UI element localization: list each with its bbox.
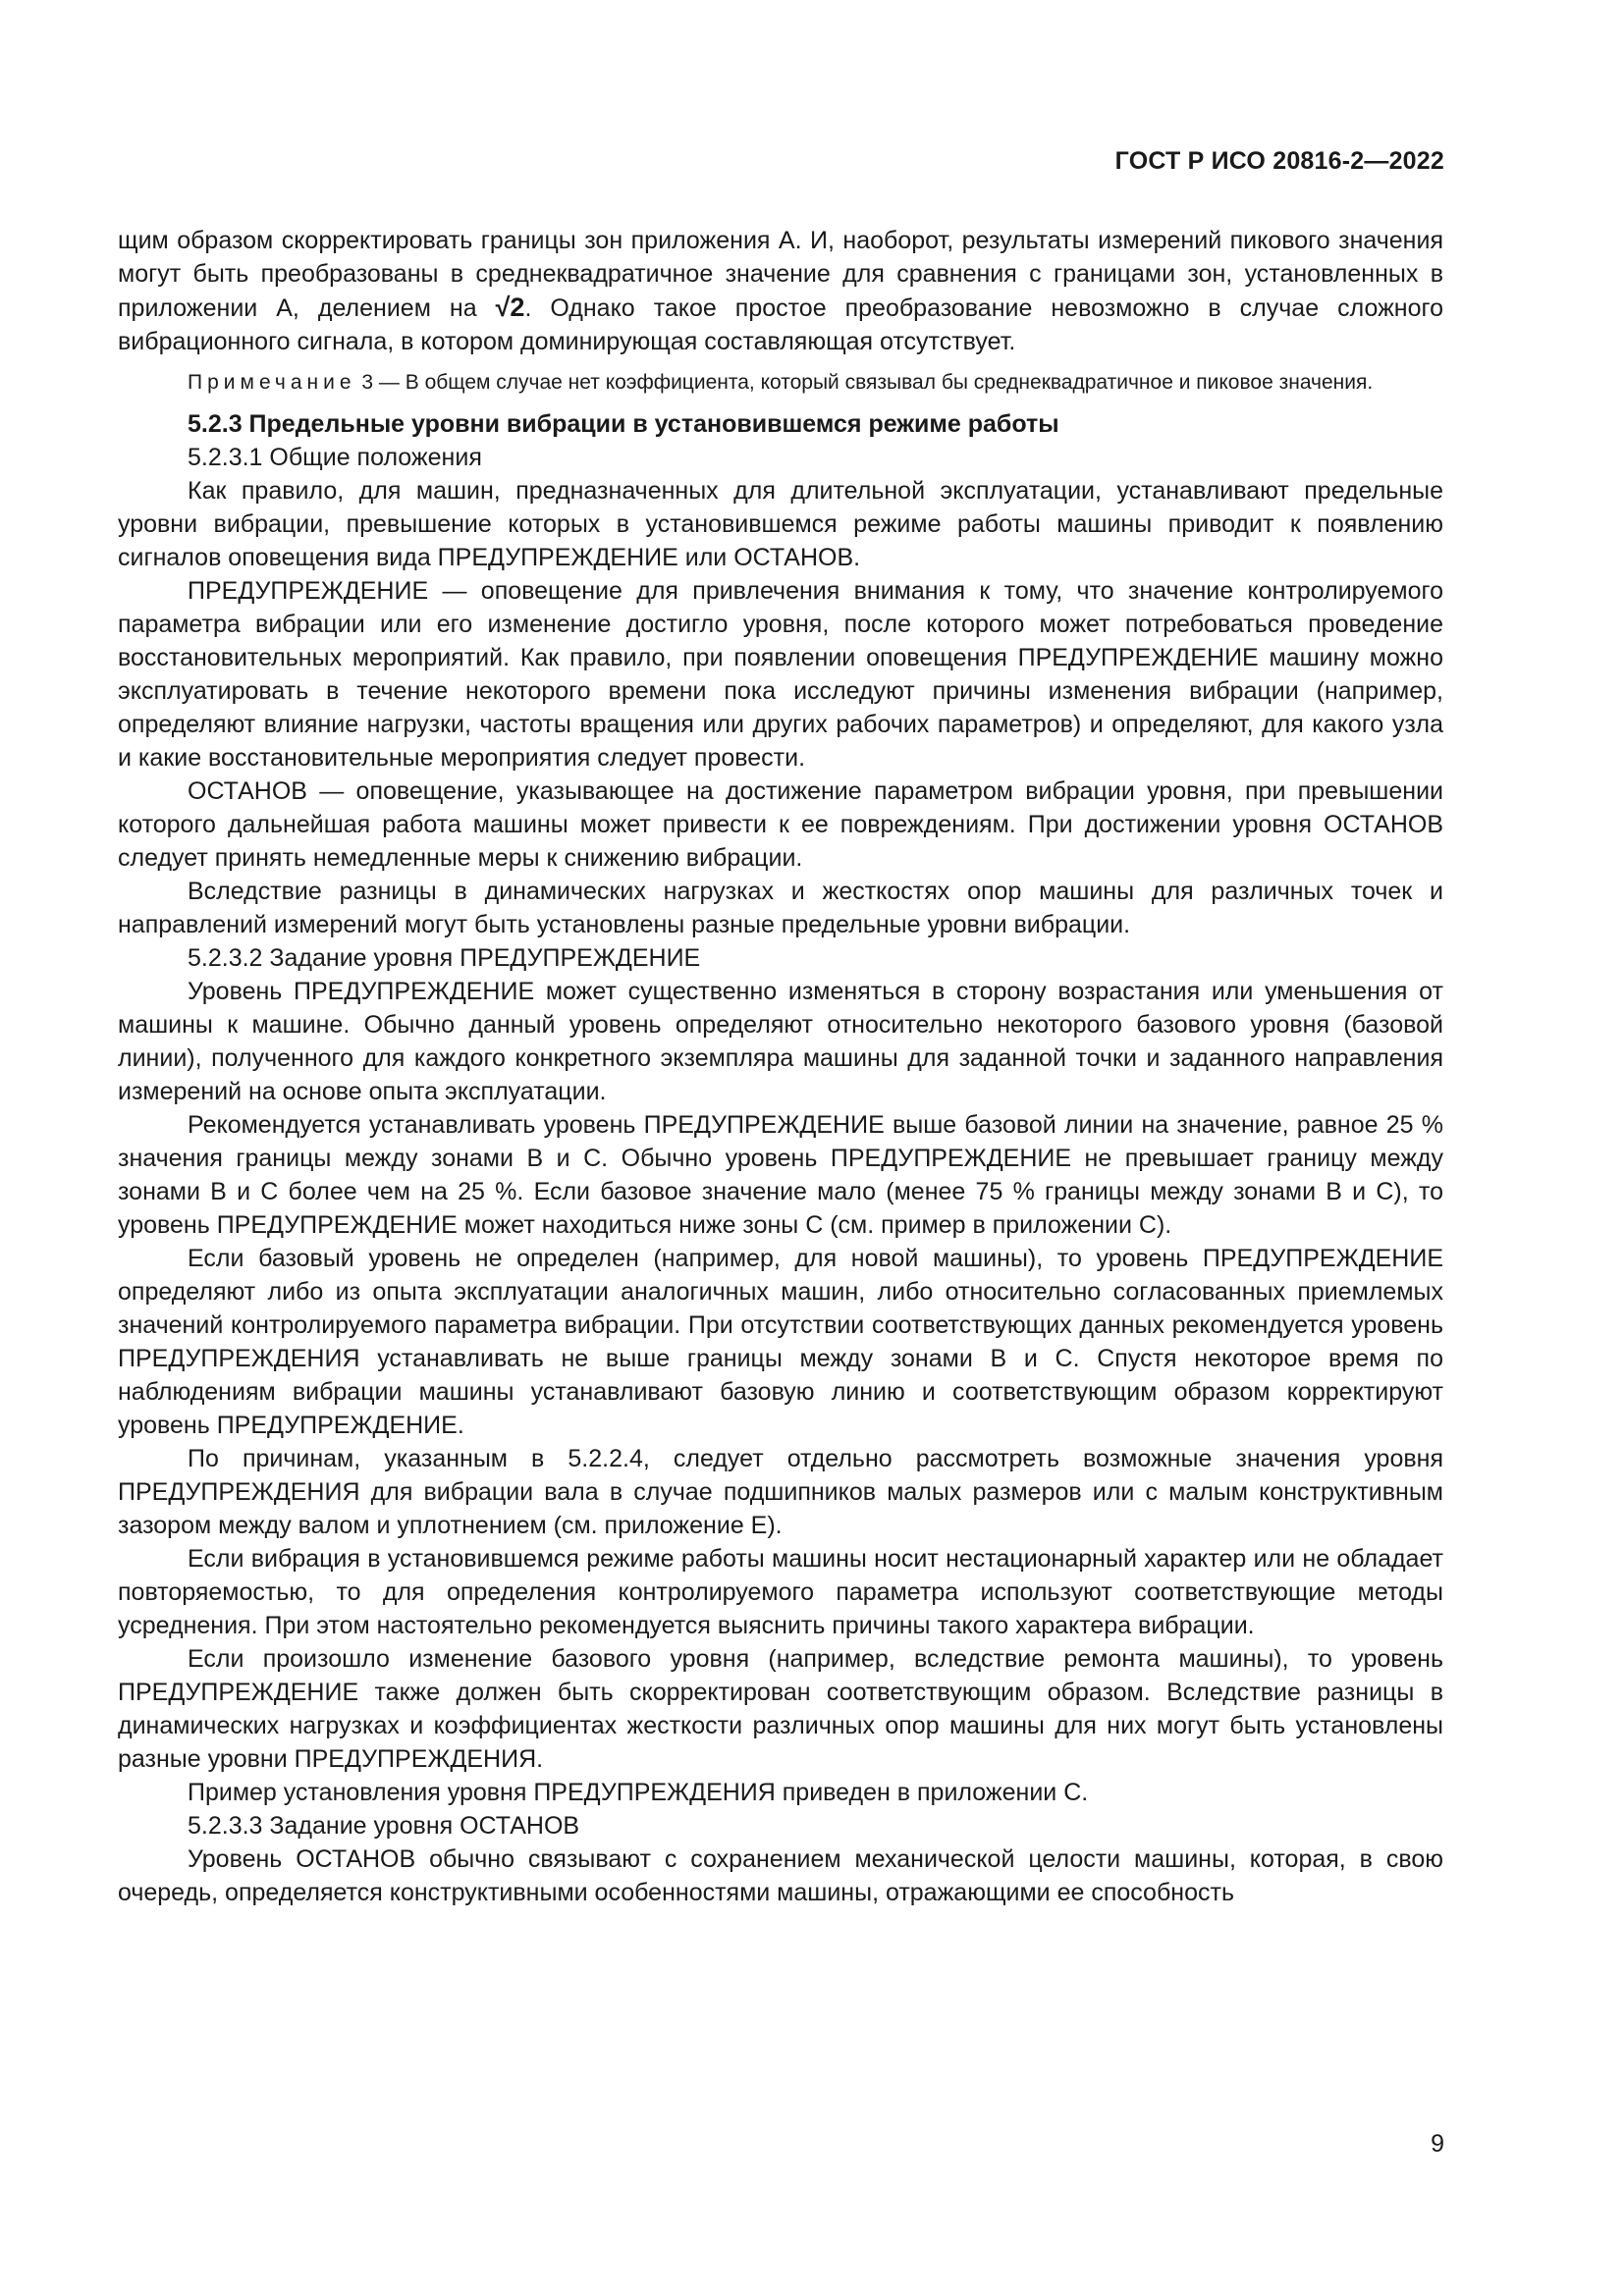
paragraph: Как правило, для машин, предназначенных для длительной эксплуатации, устанавливают предельные уровни вибрации, превышение которых в установившемся режиме работы машины приводит к появлению сигналов оповещения вида ПРЕДУПРЕЖДЕНИЕ или ОСТАНОВ. (118, 477, 1443, 571)
paragraph: Если вибрация в установившемся режиме работы машины носит нестационарный характер или не обладает повторяемостью, то для определения контролируемого параметра используют соответствующие методы усреднения. При этом настоятельно рекомендуется выяснить причины такого характера вибрации. (118, 1545, 1443, 1639)
document-body (118, 224, 1443, 1909)
paragraph: Если базовый уровень не определен (например, для новой машины), то уровень ПРЕДУПРЕЖДЕНИЕ определяют либо из опыта эксплуатации аналогичных машин, либо относительно согласованных приемлемых значений контролируемого параметра вибрации. При отсутствии соответствующих данных рекомендуется уровень ПРЕДУПРЕЖДЕНИЯ устанавливать не выше границы между зонами В и С. Спустя некоторое время по наблюдениям вибрации машины устанавливают базовую линию и соответствующим образом корректируют уровень ПРЕДУПРЕЖДЕНИЕ. (118, 1245, 1443, 1439)
paragraph: Пример установления уровня ПРЕДУПРЕЖДЕНИЯ приведен в приложении С. (188, 1779, 1089, 1806)
note-label: Примечание (188, 371, 356, 394)
document-code-header: ГОСТ Р ИСО 20816-2—2022 (1114, 147, 1444, 175)
subsection-heading-5-2-3-3: 5.2.3.3 Задание уровня ОСТАНОВ (188, 1812, 580, 1840)
page-number: 9 (1431, 2130, 1444, 2158)
paragraph-text: . Однако такое простое преобразование невозможно в случае сложного вибрационного сигнала, в котором доминирующая составляющая отсутствует. (118, 294, 1443, 355)
paragraph: Если произошло изменение базового уровня (например, вследствие ремонта машины), то уровень ПРЕДУПРЕЖДЕНИЕ также должен быть скорректирован соответствующим образом. Вследствие разницы в динамических нагрузках и коэффициентах жесткости различных опор машины для них могут быть установлены разные уровни ПРЕДУПРЕЖДЕНИЯ. (118, 1645, 1443, 1773)
sqrt-two-symbol: √2 (495, 293, 525, 322)
subsection-heading-5-2-3-2: 5.2.3.2 Задание уровня ПРЕДУПРЕЖДЕНИЕ (188, 944, 701, 972)
note-3 (118, 368, 1443, 398)
paragraph: ОСТАНОВ — оповещение, указывающее на достижение параметром вибрации уровня, при превышении которого дальнейшая работа машины может привести к ее повреждениям. При достижении уровня ОСТАНОВ следует принять немедленные меры к снижению вибрации. (118, 777, 1443, 872)
paragraph: ПРЕДУПРЕЖДЕНИЕ — оповещение для привлечения внимания к тому, что значение контролируемого параметра вибрации или его изменение достигло уровня, после которого может потребоваться проведение восстановительных мероприятий. Как правило, при появлении оповещения ПРЕДУПРЕЖДЕНИЕ машину можно эксплуатировать в течение некоторого времени пока исследуют причины изменения вибрации (например, определяют влияние нагрузки, частоты вращения или других рабочих параметров) и определяют, для какого узла и какие восстановительные мероприятия следует провести. (118, 577, 1443, 772)
section-heading-5-2-3: 5.2.3 Предельные уровни вибрации в установившемся режиме работы (188, 410, 1059, 438)
paragraph-text: щим образом скорректировать границы зон приложения А. И, наоборот, результаты измерений пикового значения могут быть преобразованы в среднеквадратичное значение для сравнения с границами зон, установленных в приложении А, делением на (118, 227, 1443, 322)
subsection-heading-5-2-3-1: 5.2.3.1 Общие положения (188, 444, 482, 471)
note-text: 3 — В общем случае нет коэффициента, который связывал бы среднеквадратичное и пиковое значения. (355, 371, 1374, 394)
paragraph-continuation (118, 224, 1443, 358)
paragraph: Вследствие разницы в динамических нагрузках и жесткостях опор машины для различных точек и направлений измерений могут быть установлены разные предельные уровни вибрации. (118, 878, 1443, 938)
paragraph: Рекомендуется устанавливать уровень ПРЕДУПРЕЖДЕНИЕ выше базовой линии на значение, равное 25 % значения границы между зонами В и С. Обычно уровень ПРЕДУПРЕЖДЕНИЕ не превышает границу между зонами В и С более чем на 25 %. Если базовое значение мало (менее 75 % границы между зонами В и С), то уровень ПРЕДУПРЕЖДЕНИЕ может находиться ниже зоны С (см. пример в приложении С). (118, 1111, 1443, 1239)
paragraph: По причинам, указанным в 5.2.2.4, следует отдельно рассмотреть возможные значения уровня ПРЕДУПРЕЖДЕНИЯ для вибрации вала в случае подшипников малых размеров или с малым конструктивным зазором между валом и уплотнением (см. приложение Е). (118, 1445, 1443, 1539)
paragraph: Уровень ПРЕДУПРЕЖДЕНИЕ может существенно изменяться в сторону возрастания или уменьшения от машины к машине. Обычно данный уровень определяют относительно некоторого базового уровня (базовой линии), полученного для каждого конкретного экземпляра машины для заданной точки и заданного направления измерений на основе опыта эксплуатации. (118, 978, 1443, 1105)
paragraph: Уровень ОСТАНОВ обычно связывают с сохранением механической целости машины, которая, в свою очередь, определяется конструктивными особенностями машины, отражающими ее способность (118, 1845, 1443, 1906)
